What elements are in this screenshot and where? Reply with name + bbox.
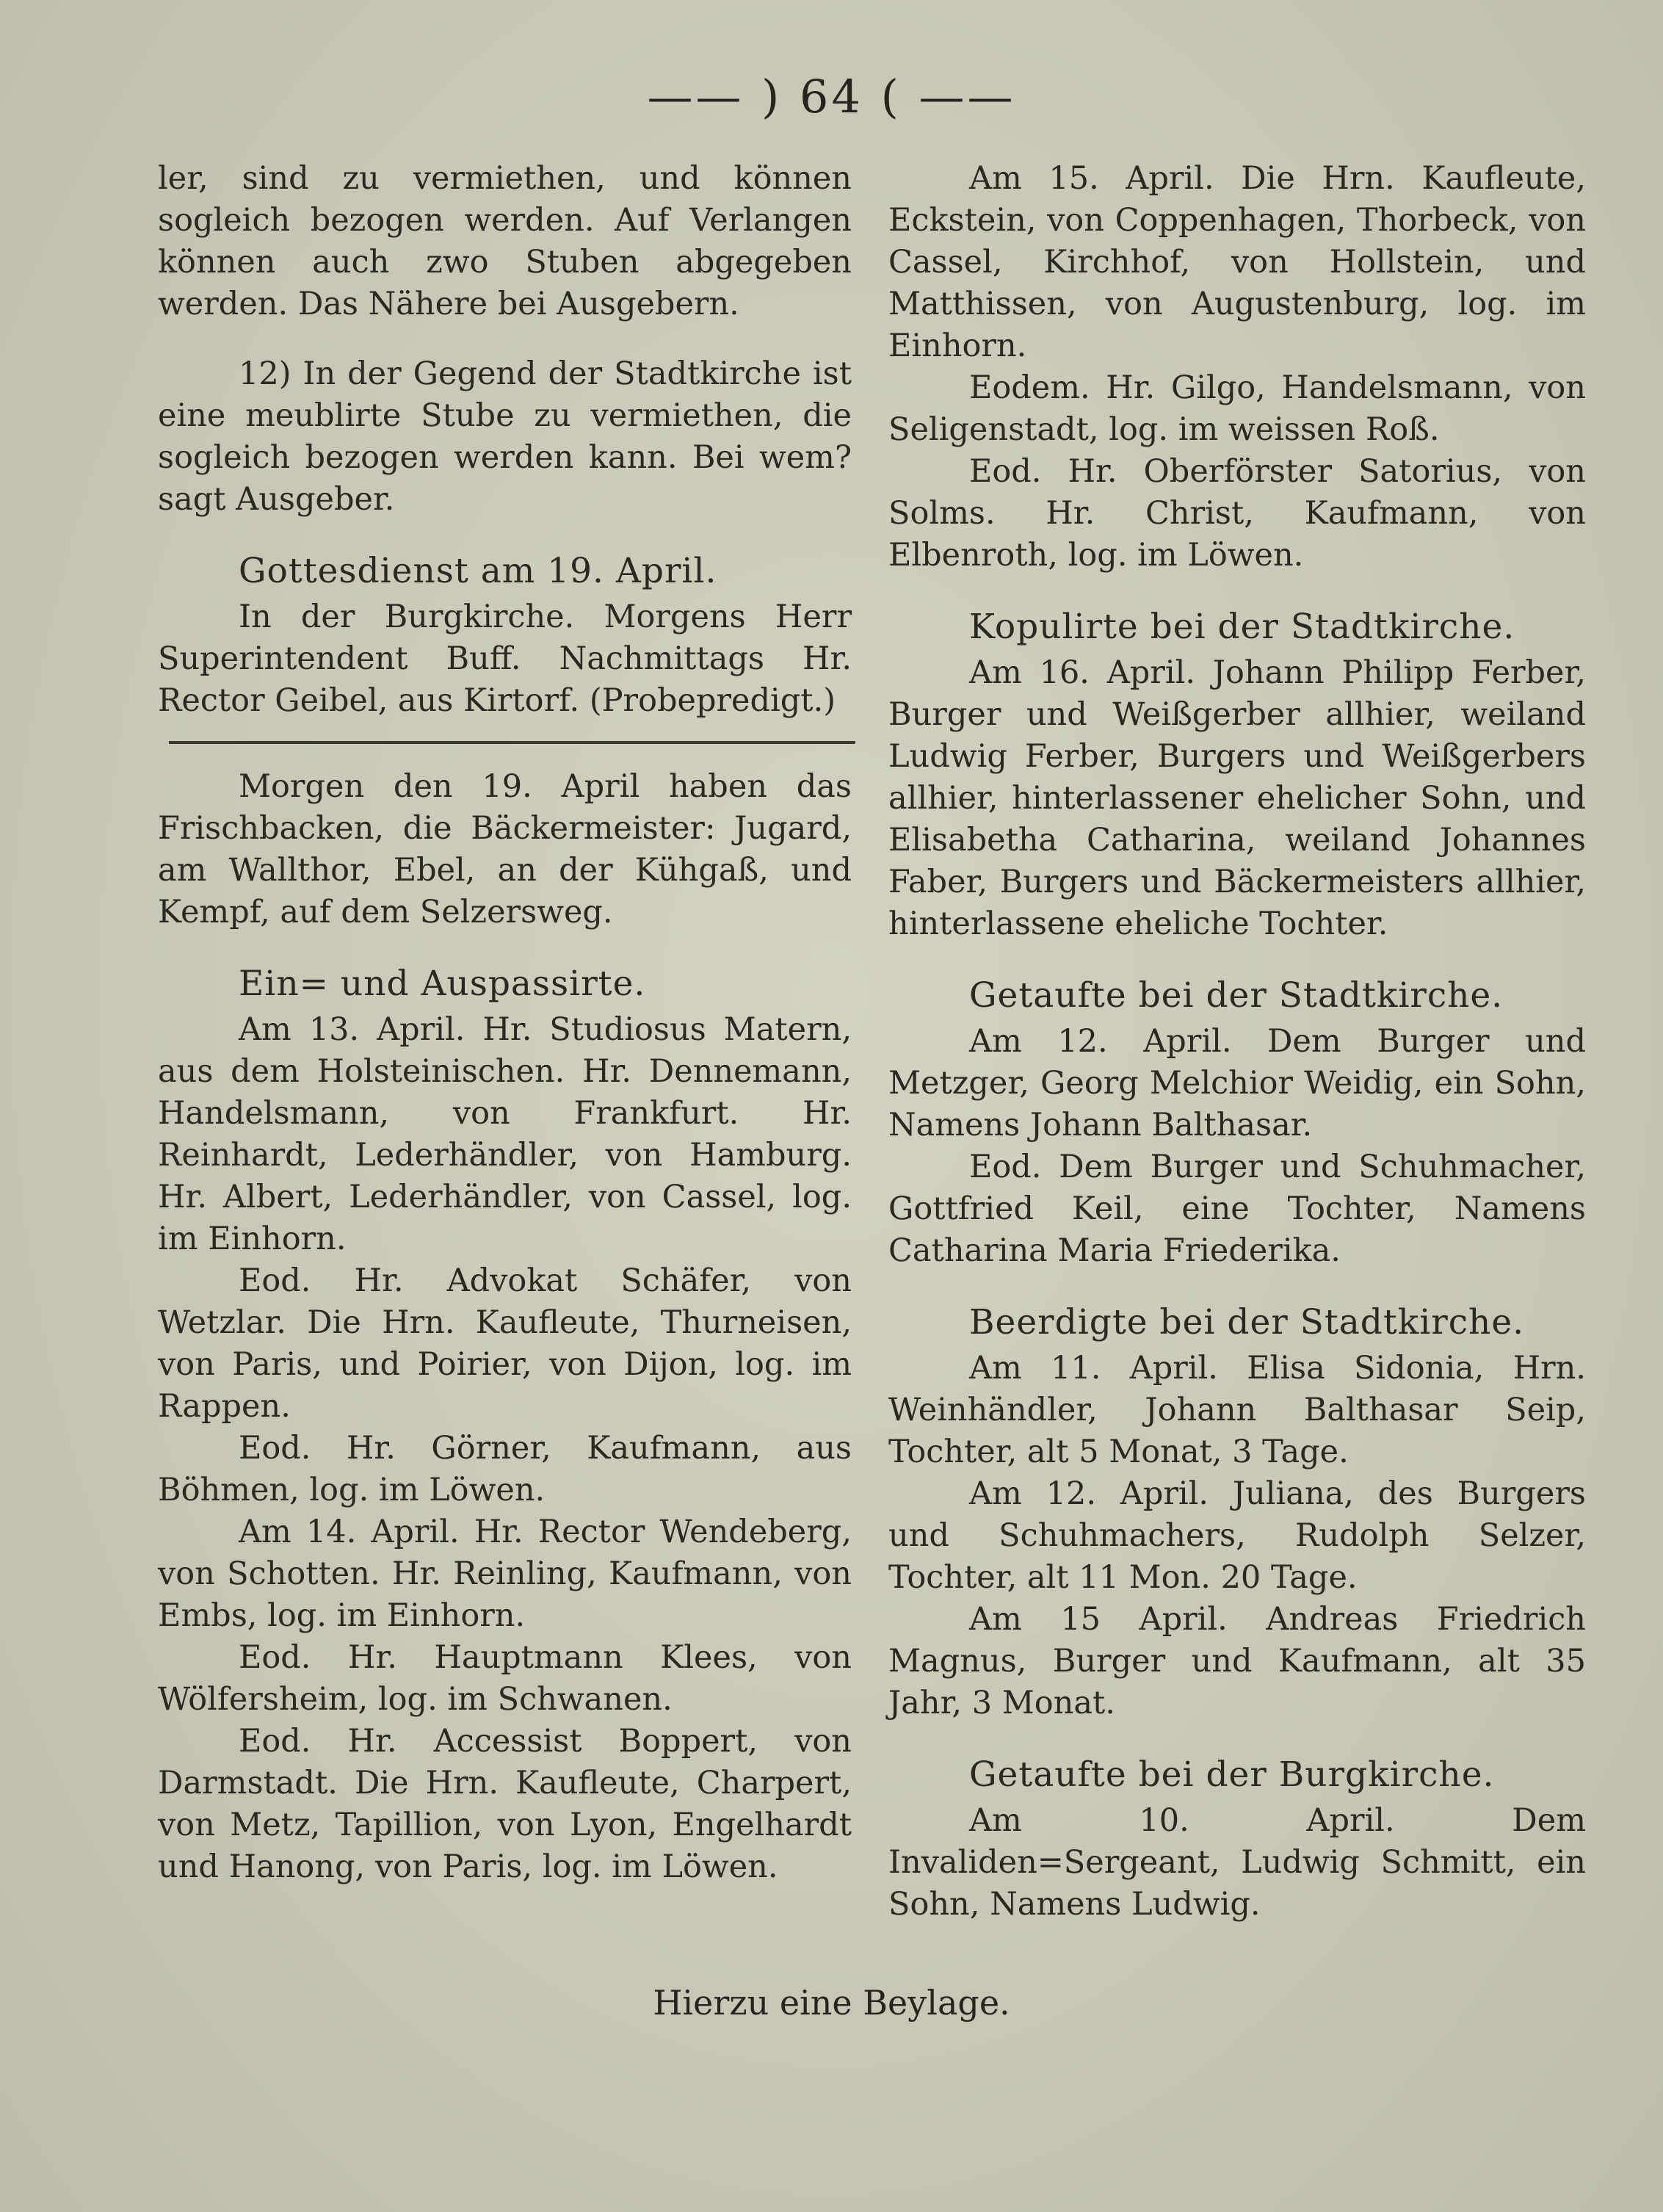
burial-12-april: Am 12. April. Juliana, des Burgers und Schuhmachers, Rudolph Selzer, Tochter, alt 11 Mon. 20 Tage. <box>888 1475 1586 1596</box>
heading-gottesdienst: Gottesdienst am 19. April. <box>239 551 717 591</box>
arrivals-eod-4: Eod. Hr. Accessist Boppert, von Darmstadt. Die Hrn. Kaufleute, Charpert, von Metz, Tapillion, von Lyon, Engelhardt und Hanong, von Paris, log. im Löwen. <box>158 1723 852 1885</box>
burial-11-april: Am 11. April. Elisa Sidonia, Hrn. Weinhändler, Johann Balthasar Seip, Tochter, alt 5 Monat, 3 Tage. <box>888 1350 1586 1470</box>
heading-beerdigte: Beerdigte bei der Stadtkirche. <box>969 1302 1525 1342</box>
arrivals-eod-3: Eod. Hr. Hauptmann Klees, von Wölfersheim, log. im Schwanen. <box>158 1639 852 1718</box>
arrivals-eod-1: Eod. Hr. Advokat Schäfer, von Wetzlar. Die Hrn. Kaufleute, Thurneisen, von Paris, und Poirier, von Dijon, log. im Rappen. <box>158 1262 852 1425</box>
heading-getaufte-burgkirche: Getaufte bei der Burgkirche. <box>969 1754 1495 1795</box>
heading-getaufte-stadtkirche: Getaufte bei der Stadtkirche. <box>969 975 1504 1016</box>
arrivals-eod-5: Eod. Hr. Oberförster Satorius, von Solms. Hr. Christ, Kaufmann, von Elbenroth, log. im Löwen. <box>888 453 1586 574</box>
right-column <box>888 158 1586 1926</box>
burial-15-april: Am 15 April. Andreas Friedrich Magnus, Burger und Kaufmann, alt 35 Jahr, 3 Monat. <box>888 1601 1586 1721</box>
rental-notice-continued: ler, sind zu vermiethen, und können sogleich bezogen werden. Auf Verlangen können auch zwo Stuben abgegeben werden. Das Nähere bei Ausgebern. <box>158 160 852 322</box>
heading-passirte: Ein= und Auspassirte. <box>239 964 646 1004</box>
arrivals-15-april: Am 15. April. Die Hrn. Kaufleute, Eckstein, von Coppenhagen, Thorbeck, von Cassel, Kirchhof, von Hollstein, und Matthissen, von Augustenburg, log. im Einhorn. <box>888 160 1586 364</box>
baptism-eod: Eod. Dem Burger und Schuhmacher, Gottfried Keil, eine Tochter, Namens Catharina Maria Friederika. <box>888 1149 1586 1269</box>
arrivals-eod-2: Eod. Hr. Görner, Kaufmann, aus Böhmen, log. im Löwen. <box>158 1430 852 1508</box>
bakers-notice: Morgen den 19. April haben das Frischbacken, die Bäckermeister: Jugard, am Wallthor, Ebel, an der Kühgaß, und Kempf, auf dem Selzersweg. <box>158 768 852 930</box>
marriage-16-april: Am 16. April. Johann Philipp Ferber, Burger und Weißgerber allhier, weiland Ludwig Ferber, Burgers und Weißgerbers allhier, hinterlassener ehelicher Sohn, und Elisabetha Catharina, weiland Johannes Faber, Burgers und Bäckermeisters allhier, hinterlassene eheliche Tochter. <box>888 654 1586 942</box>
service-announcement: In der Burgkirche. Morgens Herr Superintendent Buff. Nachmittags Hr. Rector Geibel, aus Kirtorf. (Probepredigt.) <box>158 599 852 719</box>
supplement-note: Hierzu eine Beylage. <box>653 1983 1010 2023</box>
arrivals-eodem: Eodem. Hr. Gilgo, Handelsmann, von Seligenstadt, log. im weissen Roß. <box>888 369 1586 448</box>
heading-kopulirte: Kopulirte bei der Stadtkirche. <box>969 607 1515 647</box>
section-divider <box>169 741 855 744</box>
arrivals-13-april: Am 13. April. Hr. Studiosus Matern, aus dem Holsteinischen. Hr. Dennemann, Handelsmann, von Frankfurt. Hr. Reinhardt, Lederhändler, von Hamburg. Hr. Albert, Lederhändler, von Cassel, log. im Einhorn. <box>158 1011 852 1257</box>
rental-notice-12: 12) In der Gegend der Stadtkirche ist eine meublirte Stube zu vermiethen, die sogleich bezogen werden kann. Bei wem? sagt Ausgeber. <box>158 355 852 518</box>
left-column <box>158 158 852 1888</box>
baptism-12-april: Am 12. April. Dem Burger und Metzger, Georg Melchior Weidig, ein Sohn, Namens Johann Balthasar. <box>888 1023 1586 1143</box>
arrivals-14-april: Am 14. April. Hr. Rector Wendeberg, von Schotten. Hr. Reinling, Kaufmann, von Embs, log. im Einhorn. <box>158 1514 852 1634</box>
baptism-10-april: Am 10. April. Dem Invaliden=Sergeant, Ludwig Schmitt, ein Sohn, Namens Ludwig. <box>888 1802 1586 1923</box>
page-number: —— ) 64 ( —— <box>647 70 1016 123</box>
